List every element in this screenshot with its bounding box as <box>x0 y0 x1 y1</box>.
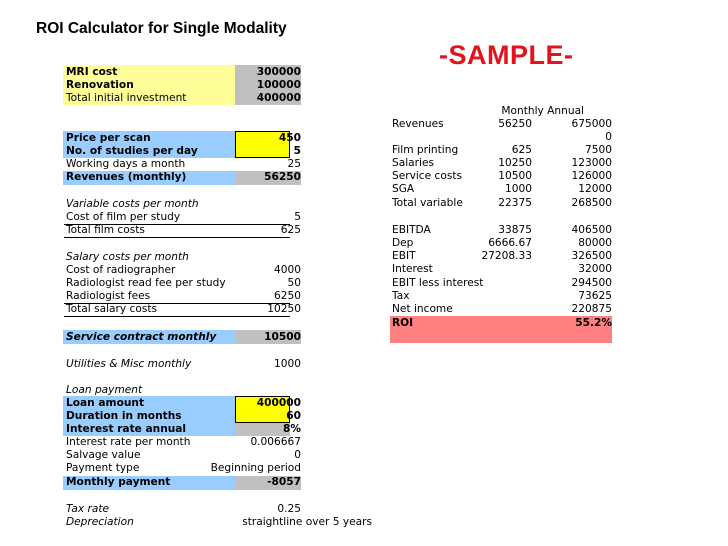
annual-value: 326500 <box>571 250 612 262</box>
row-salvage <box>66 449 301 462</box>
page-title: ROI Calculator for Single Modality <box>36 20 287 37</box>
row-label: Dep <box>392 237 414 249</box>
row-label: No. of studies per day <box>66 145 198 157</box>
row-film-printing <box>392 144 612 157</box>
row-value: 6250 <box>274 290 301 302</box>
row-value: straightline over 5 years <box>242 516 372 528</box>
row-film-cost <box>66 211 301 224</box>
row-ebitda <box>392 224 612 237</box>
row-label: ROI <box>392 317 414 329</box>
row-label: Interest rate per month <box>66 436 191 448</box>
annual-value: 12000 <box>578 183 612 195</box>
row-working-days <box>66 158 301 171</box>
row-label: Interest <box>392 263 433 275</box>
row-value: 100000 <box>256 79 301 91</box>
monthly-value: 33875 <box>498 224 532 236</box>
row-value: Beginning period <box>210 462 301 474</box>
row-label: Salaries <box>392 157 434 169</box>
row-value: 10250 <box>267 303 301 315</box>
annual-value: 675000 <box>571 118 612 130</box>
row-label: Radiologist read fee per study <box>66 277 226 289</box>
row-utilities <box>66 358 301 371</box>
variable-costs-header: Variable costs per month <box>66 198 199 210</box>
row-label: Working days a month <box>66 158 186 170</box>
row-label: Service costs <box>392 170 463 182</box>
loan-payment-header: Loan payment <box>66 384 143 396</box>
row-label: Cost of film per study <box>66 211 181 223</box>
row-label: Revenues <box>392 118 444 130</box>
annual-value: 268500 <box>571 197 612 209</box>
row-label: Revenues (monthly) <box>66 171 187 183</box>
row-value: 5 <box>293 145 301 157</box>
row-service-contract <box>66 331 301 344</box>
row-value: -8057 <box>267 476 301 488</box>
annual-value: 123000 <box>571 157 612 169</box>
salary-costs-header: Salary costs per month <box>66 251 189 263</box>
annual-value: 55.2% <box>575 317 612 329</box>
row-label: EBIT less interest <box>392 277 484 289</box>
row-roi <box>392 317 612 330</box>
row-label: Tax <box>392 290 410 302</box>
row-label: Total salary costs <box>66 303 158 315</box>
monthly-value: 56250 <box>498 118 532 130</box>
row-total-initial <box>66 92 301 105</box>
annual-value: 294500 <box>571 277 612 289</box>
row-loan-amount <box>66 397 301 410</box>
row-price-per-scan <box>66 132 301 145</box>
row-label: Price per scan <box>66 132 151 144</box>
annual-value: 7500 <box>585 144 612 156</box>
row-label: Depreciation <box>66 516 134 528</box>
row-label: Payment type <box>66 462 140 474</box>
row-tax-rate <box>66 503 301 516</box>
row-label: Loan amount <box>66 397 145 409</box>
row-label: Net income <box>392 303 453 315</box>
row-label: Salvage value <box>66 449 141 461</box>
sample-watermark: -SAMPLE- <box>439 40 574 70</box>
row-ebit-less-interest <box>392 277 612 290</box>
row-value: 56250 <box>264 171 301 183</box>
row-label: Renovation <box>66 79 134 91</box>
monthly-value: 10250 <box>498 157 532 169</box>
row-sga <box>392 183 612 196</box>
annual-value: 220875 <box>571 303 612 315</box>
right-header <box>392 105 612 118</box>
row-value: 5 <box>294 211 301 223</box>
row-depreciation <box>66 516 372 529</box>
row-total-variable <box>392 197 612 210</box>
row-interest-monthly <box>66 436 301 449</box>
row-label: Total initial investment <box>66 92 187 104</box>
row-interest-annual <box>66 423 301 436</box>
row-blank <box>392 131 612 144</box>
row-label: Monthly payment <box>66 476 171 488</box>
row-monthly-payment <box>66 476 301 489</box>
row-tax <box>392 290 612 303</box>
monthly-value: 27208.33 <box>481 250 532 262</box>
row-studies-per-day <box>66 145 301 158</box>
row-total-film <box>66 224 301 237</box>
row-value: 60 <box>286 410 301 422</box>
row-ebit <box>392 250 612 263</box>
row-label: Cost of radiographer <box>66 264 176 276</box>
row-interest <box>392 263 612 276</box>
column-header: Monthly Annual <box>501 105 584 117</box>
row-label: MRI cost <box>66 66 118 78</box>
row-revenues-monthly <box>66 171 301 184</box>
row-cost-radiographer <box>66 264 301 277</box>
row-label: SGA <box>392 183 415 195</box>
annual-value: 406500 <box>571 224 612 236</box>
row-revenues <box>392 118 612 131</box>
row-label: EBITDA <box>392 224 431 236</box>
row-label: Service contract monthly <box>66 331 217 343</box>
row-value: 400000 <box>256 92 301 104</box>
row-radiologist-read-fee <box>66 277 301 290</box>
row-radiologist-fees <box>66 290 301 303</box>
row-label: EBIT <box>392 250 416 262</box>
row-label: Duration in months <box>66 410 182 422</box>
row-value: 450 <box>278 132 301 144</box>
row-value: 300000 <box>256 66 301 78</box>
row-dep <box>392 237 612 250</box>
row-value: 50 <box>287 277 301 289</box>
row-value: 10500 <box>264 331 301 343</box>
row-label: Total film costs <box>66 224 145 236</box>
row-value: 25 <box>287 158 301 170</box>
row-service-costs <box>392 170 612 183</box>
annual-value: 0 <box>605 131 612 143</box>
row-payment-type <box>66 462 301 475</box>
row-renovation <box>66 79 301 92</box>
monthly-value: 22375 <box>498 197 532 209</box>
row-net-income <box>392 303 612 316</box>
row-value: 8% <box>283 423 301 435</box>
row-label: Interest rate annual <box>66 423 187 435</box>
row-label: Film printing <box>392 144 459 156</box>
monthly-value: 10500 <box>498 170 532 182</box>
row-label: Radiologist fees <box>66 290 151 302</box>
row-total-salary <box>66 303 301 316</box>
row-value: 0.25 <box>277 503 301 515</box>
annual-value: 126000 <box>571 170 612 182</box>
row-value: 625 <box>280 224 301 236</box>
monthly-value: 6666.67 <box>488 237 532 249</box>
row-duration <box>66 410 301 423</box>
annual-value: 32000 <box>578 263 612 275</box>
row-value: 4000 <box>274 264 301 276</box>
row-value: 0.006667 <box>250 436 301 448</box>
row-label: Total variable <box>392 197 463 209</box>
monthly-value: 625 <box>511 144 532 156</box>
annual-value: 80000 <box>578 237 612 249</box>
row-label: Utilities & Misc monthly <box>66 358 192 370</box>
row-label: Tax rate <box>66 503 110 515</box>
row-value: 400000 <box>256 397 301 409</box>
annual-value: 73625 <box>578 290 612 302</box>
row-value: 1000 <box>274 358 301 370</box>
row-salaries <box>392 157 612 170</box>
row-mri-cost <box>66 66 301 79</box>
row-value: 0 <box>294 449 301 461</box>
monthly-value: 1000 <box>505 183 532 195</box>
